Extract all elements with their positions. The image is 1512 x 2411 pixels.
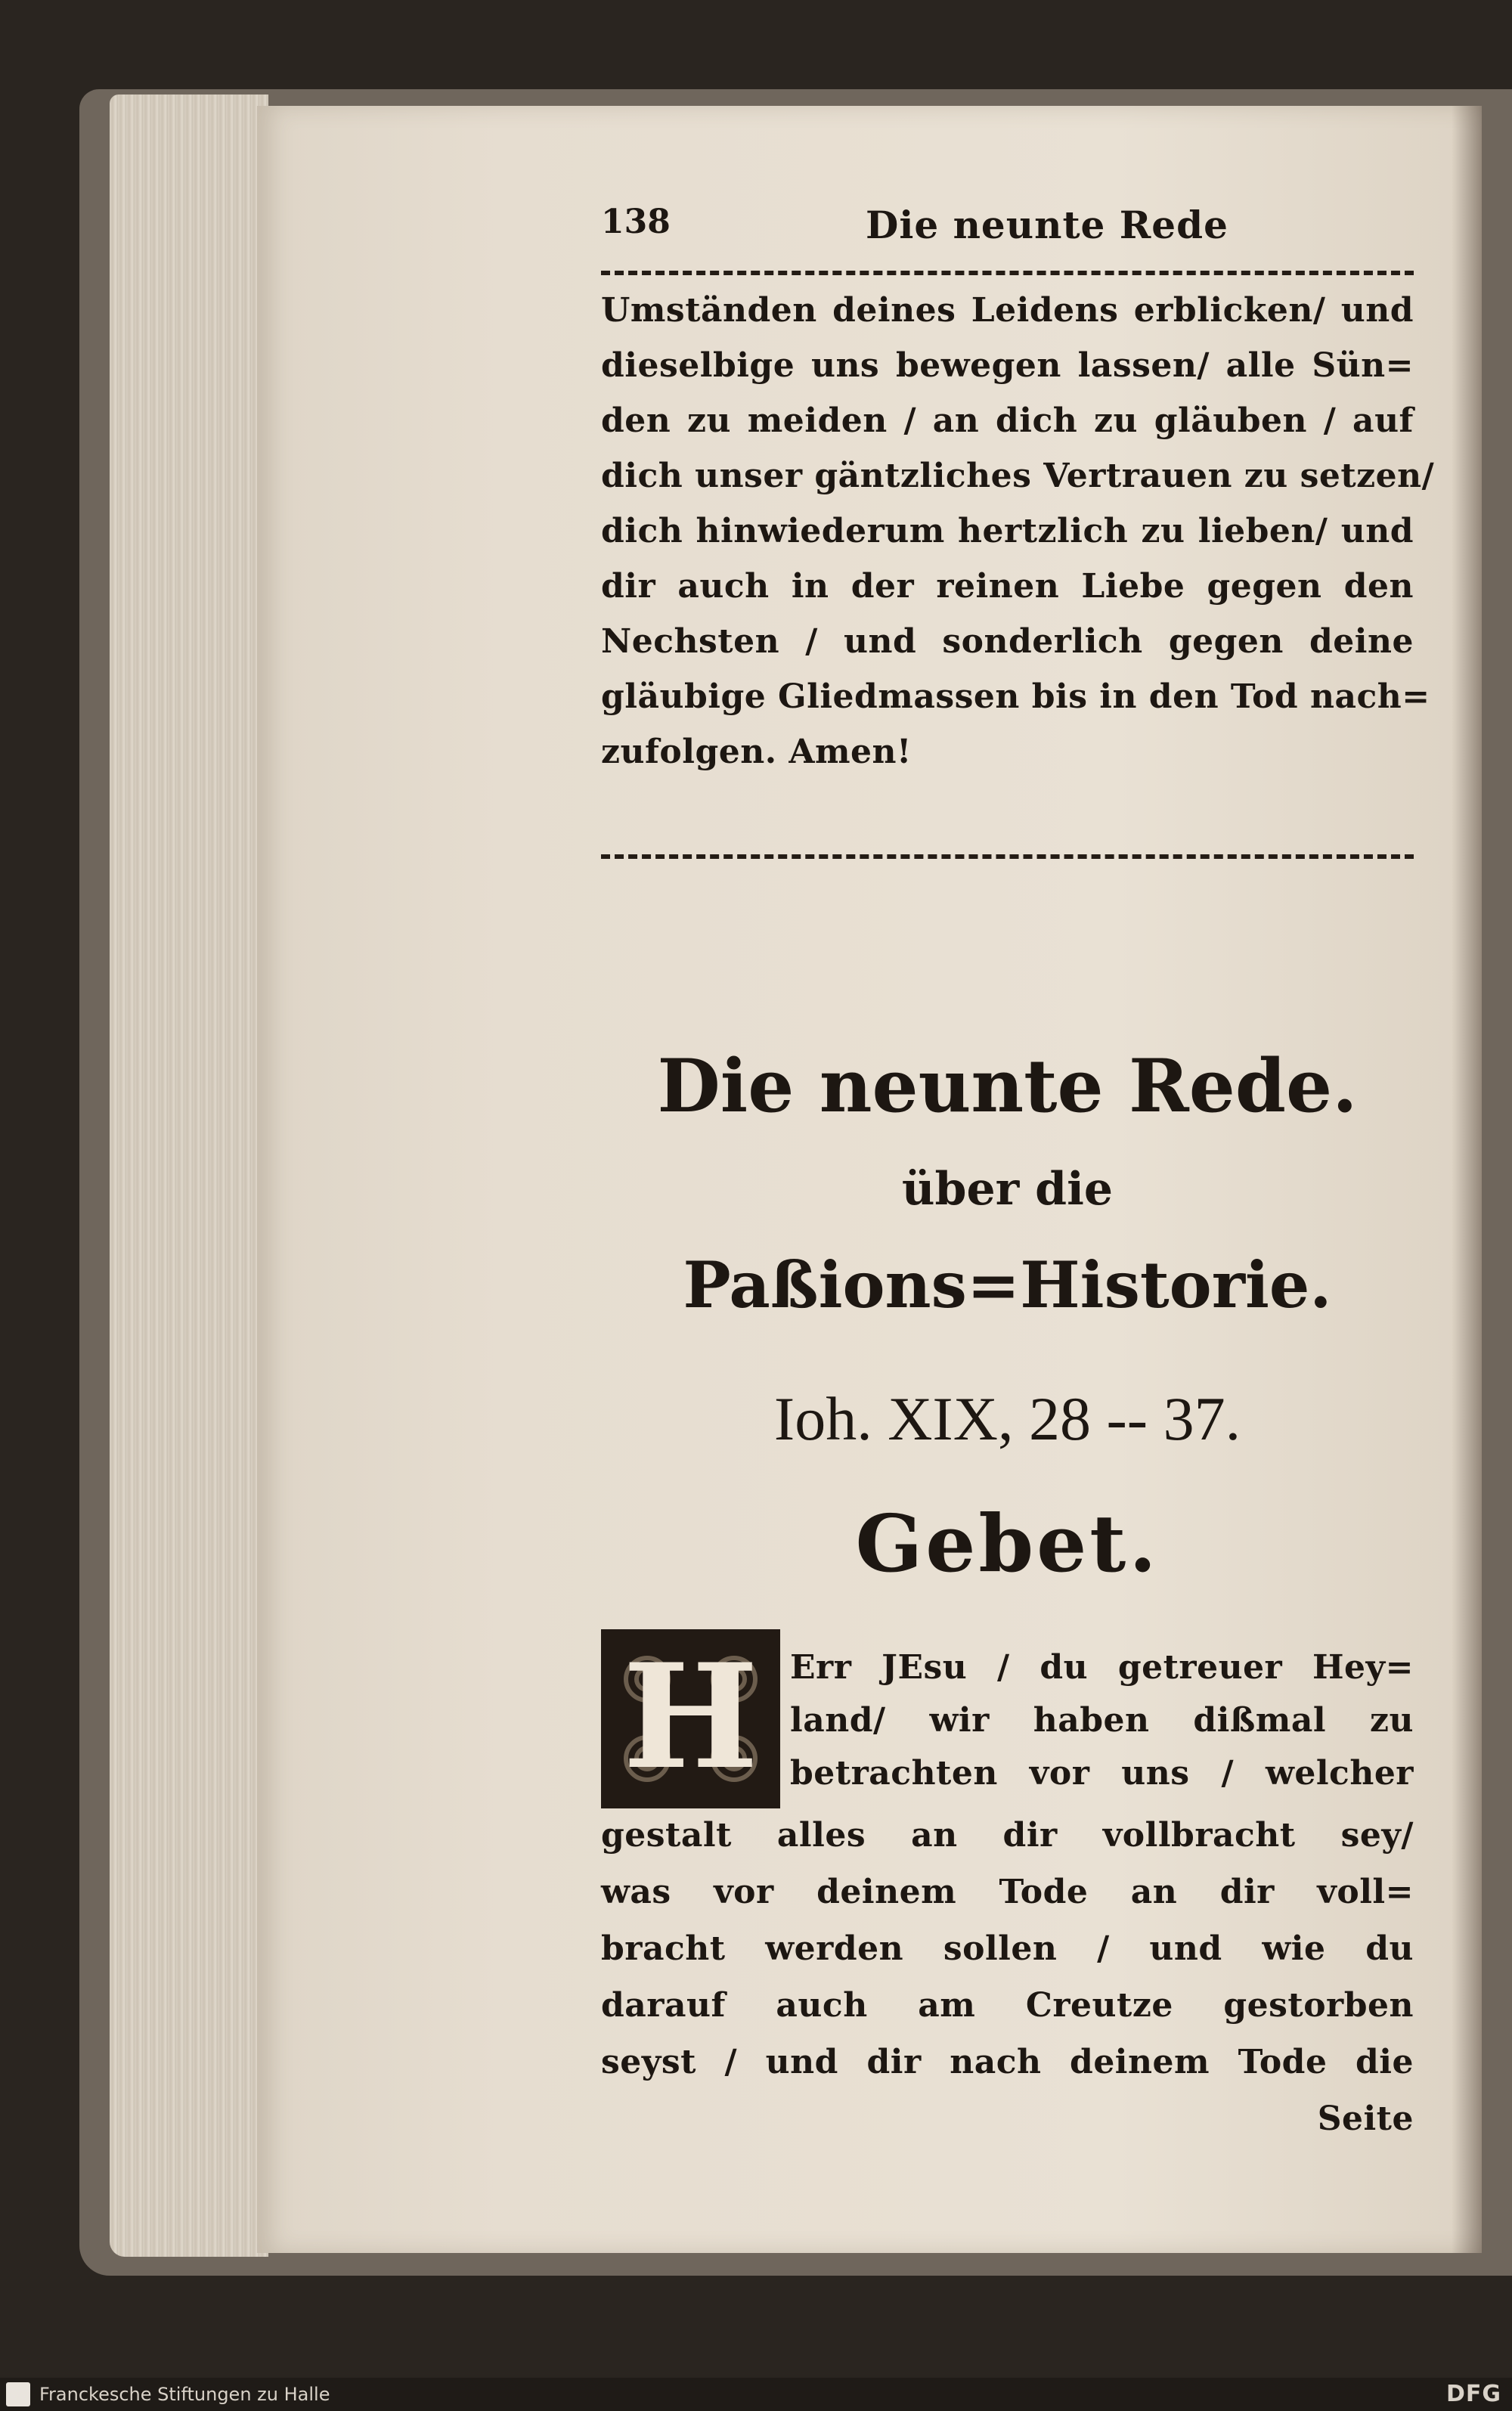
catchword: Seite (1317, 2100, 1414, 2138)
prayer-line: bracht werden sollen / und wie du (601, 1929, 1414, 1968)
section-title: Die neunte Rede. (657, 1043, 1358, 1129)
institution-credit: Franckesche Stiftungen zu Halle (39, 2384, 330, 2405)
page-edges (110, 95, 268, 2257)
prayer-line: was vor deinem Tode an dir voll= (601, 1873, 1414, 1911)
scripture-reference: Ioh. XIX, 28 -- 37. (773, 1384, 1241, 1453)
prayer-line: darauf auch am Creutze gestorben (601, 1986, 1414, 2025)
body-line: Nechsten / und sonderlich gegen deine (601, 622, 1414, 661)
body-line: dieselbige uns bewegen lassen/ alle Sün= (601, 346, 1414, 385)
prayer-line: seyst / und dir nach deinem Tode die (601, 2043, 1414, 2081)
page-number: 138 (601, 203, 671, 241)
running-head-title: Die neunte Rede (866, 203, 1228, 247)
body-line: dir auch in der reinen Liebe gegen den (601, 567, 1414, 606)
body-line: zufolgen. Amen! (601, 733, 912, 771)
body-line: dich unser gäntzliches Vertrauen zu setzen/ (601, 457, 1435, 495)
book-page (257, 106, 1482, 2253)
prayer-heading: Gebet. (855, 1497, 1160, 1590)
body-line: gläubige Gliedmassen bis in den Tod nach= (601, 677, 1430, 716)
institution-logo-icon (6, 2382, 30, 2406)
prayer-line: gestalt alles an dir vollbracht sey/ (601, 1816, 1414, 1855)
prayer-line: land/ wir haben dißmal zu (790, 1701, 1414, 1740)
dfg-mark: DFG (1445, 2381, 1501, 2407)
page-gutter (1452, 106, 1482, 2253)
dropcap-letter: H (622, 1632, 759, 1801)
section-subtitle: über die (901, 1163, 1114, 1216)
head-rule (601, 271, 1414, 275)
section-history-title: Paßions=Historie. (683, 1247, 1332, 1322)
prayer-line: Err JEsu / du getreuer Hey= (790, 1648, 1414, 1687)
footer-bar (0, 2378, 1512, 2411)
prayer-line: betrachten vor uns / welcher (790, 1754, 1414, 1793)
body-line: den zu meiden / an dich zu gläuben / auf (601, 401, 1414, 440)
body-line: Umständen deines Leidens erblicken/ und (601, 291, 1414, 330)
ornamental-dropcap (601, 1629, 780, 1808)
body-line: dich hinwiederum hertzlich zu lieben/ und (601, 512, 1414, 550)
section-divider-rule (601, 854, 1414, 859)
